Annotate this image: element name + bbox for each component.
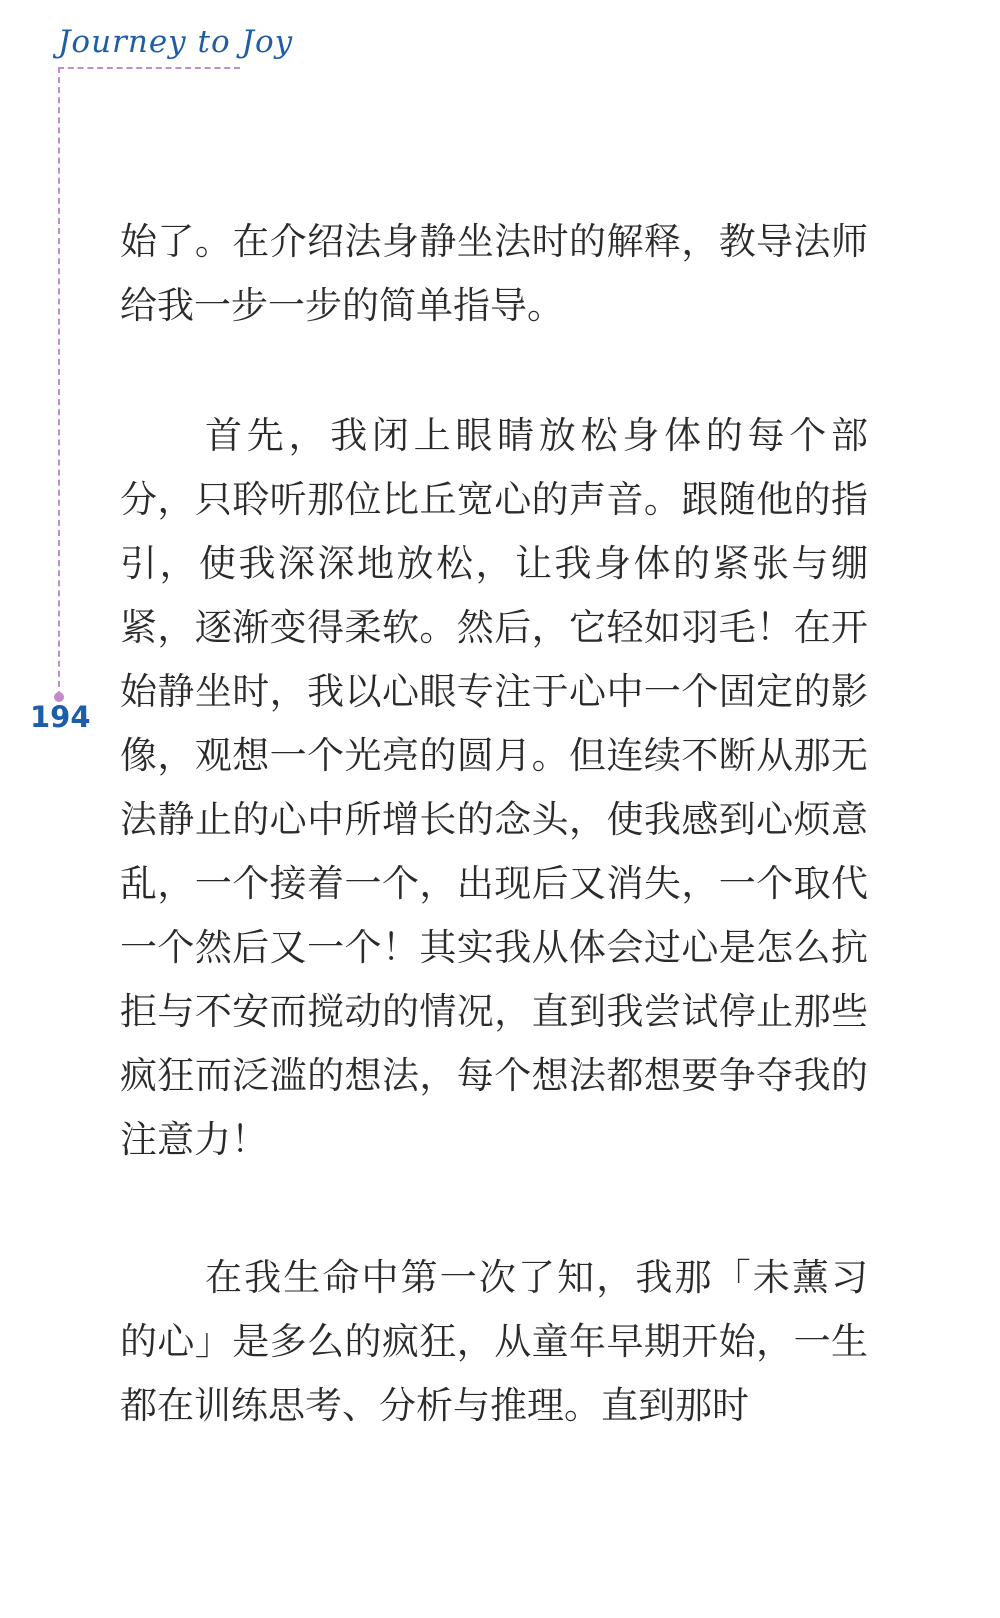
page-number: 194 xyxy=(30,700,91,734)
header-dashed-rule xyxy=(58,67,240,69)
body-paragraph-2: 首先，我闭上眼睛放松身体的每个部分，只聆听那位比丘宽心的声音。跟随他的指引，使我深深地放松，让我身体的紧张与绷紧，逐渐变得柔软。然后，它轻如羽毛！在开始静坐时，我以心眼专注于心中一个固定的影像，观想一个光亮的圆月。但连续不断从那无法静止的心中所增长的念头，使我感到心烦意乱，一个接着一个，出现后又消失，一个取代一个然后又一个！其实我从体会过心是怎么抗拒与不安而搅动的情况，直到我尝试停止那些疯狂而泛滥的想法，每个想法都想要争夺我的注意力！ xyxy=(120,414,868,1161)
body-paragraph-3: 在我生命中第一次了知，我那「未薰习的心」是多么的疯狂，从童年早期开始，一生都在训练思考、分析与推理。直到那时 xyxy=(120,1256,868,1427)
margin-dashed-rule xyxy=(58,67,60,697)
running-header-title: Journey to Joy xyxy=(58,24,294,60)
body-paragraph-1: 始了。在介绍法身静坐法时的解释，教导法师给我一步一步的简单指导。 xyxy=(120,220,868,327)
